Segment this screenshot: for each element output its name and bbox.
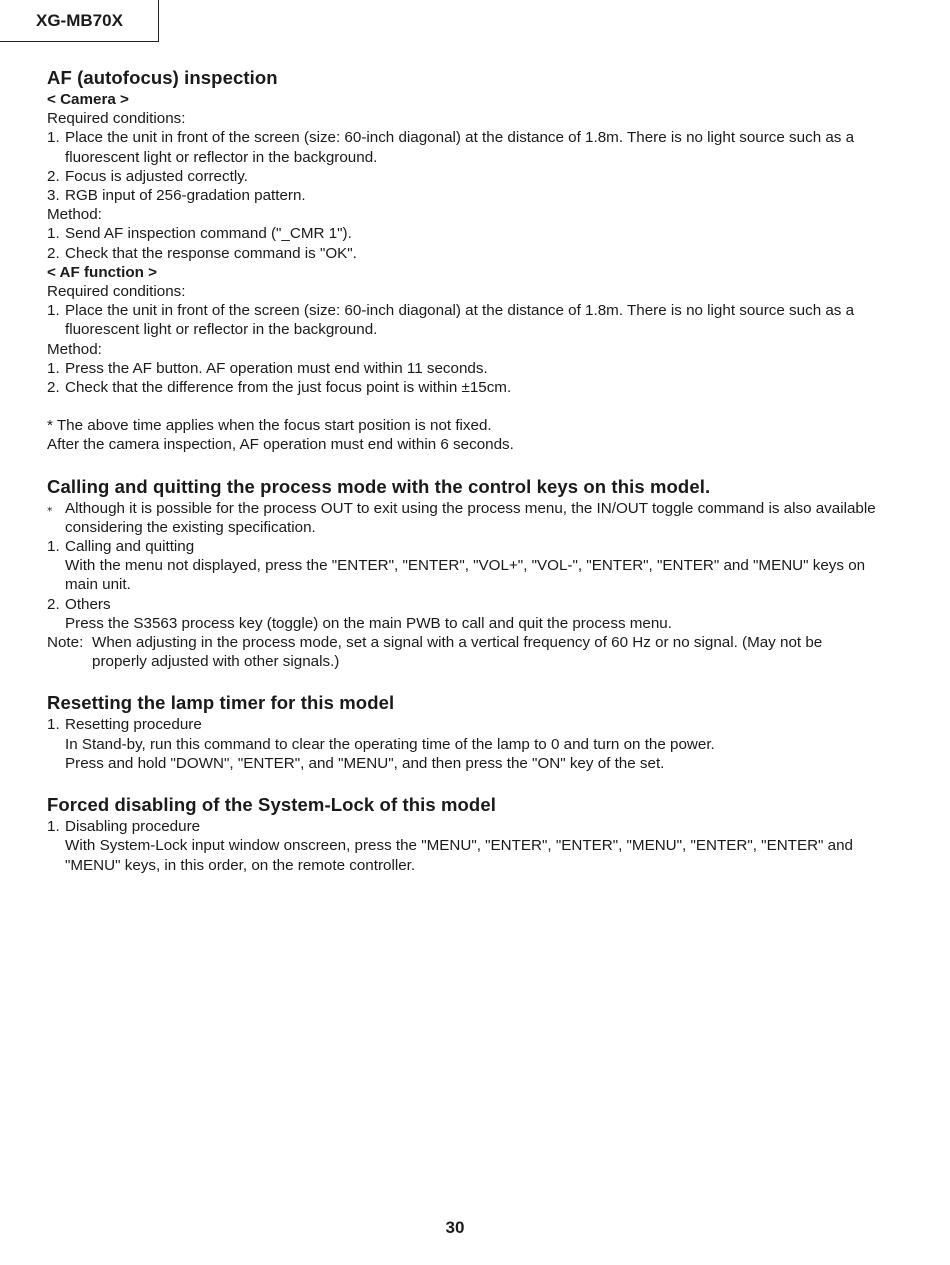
method-label: Method: (47, 206, 102, 224)
paragraph: In Stand-by, run this command to clear the operating time of the lamp to 0 and turn on the power. (65, 735, 715, 753)
paragraph: Press and hold "DOWN", "ENTER", and "MENU", and then press the "ON" key of the set. (65, 754, 665, 772)
list-item: 1. Press the AF button. AF operation must end within 11 seconds. (47, 359, 488, 377)
list-item: 3. RGB input of 256-gradation pattern. (47, 187, 306, 205)
list-item: 2. Check that the response command is "OK". (47, 244, 357, 262)
list-item: ⁎ Although it is possible for the process OUT to exit using the process menu, the IN/OUT toggle command is also available considering the existing specification. (47, 499, 876, 536)
af-section-title: AF (autofocus) inspection (47, 67, 278, 88)
footnote: After the camera inspection, AF operation must end within 6 seconds. (47, 436, 514, 454)
af-function-subtitle: < AF function > (47, 263, 157, 281)
model-label: XG-MB70X (0, 0, 159, 42)
page-number: 30 (445, 1218, 465, 1237)
list-item: 1. Disabling procedure (47, 818, 201, 836)
list-item: 1. Place the unit in front of the screen (size: 60-inch diagonal) at the distance of 1.8m. There is no light source such as a fluorescent light or reflector in the background. (47, 129, 855, 166)
lock-section-title: Forced disabling of the System-Lock of this model (47, 794, 496, 816)
list-item: 1. Place the unit in front of the screen (size: 60-inch diagonal) at the distance of 1.8m. There is no light source such as a fluorescent light or reflector in the background. (47, 302, 855, 339)
lamp-section-title: Resetting the lamp timer for this model (47, 692, 395, 714)
required-conditions-label: Required conditions: (47, 283, 186, 301)
list-item: 2. Focus is adjusted correctly. (47, 167, 248, 185)
calling-section-title: Calling and quitting the process mode with the control keys on this model. (47, 475, 711, 497)
list-item: 1. Send AF inspection command ("_CMR 1"). (47, 225, 352, 243)
list-item: 2. Check that the difference from the just focus point is within ±15cm. (47, 379, 512, 397)
note: Note: When adjusting in the process mode, set a signal with a vertical frequency of 60 Hz or no signal. (May not be properly adjusted with other signals.) (47, 634, 823, 671)
footnote: * The above time applies when the focus start position is not fixed. (47, 417, 492, 435)
paragraph: Press the S3563 process key (toggle) on the main PWB to call and quit the process menu. (65, 614, 672, 632)
camera-subtitle: < Camera > (47, 91, 129, 108)
list-item: 1. Resetting procedure (47, 716, 202, 734)
required-conditions-label: Required conditions: (47, 110, 186, 128)
paragraph: With System-Lock input window onscreen, press the "MENU", "ENTER", "ENTER", "MENU", "ENTER", "ENTER" and "MENU" keys, in this order, on the remote controller. (65, 837, 853, 874)
document-body (47, 66, 877, 875)
list-item: 2. Others (47, 595, 111, 613)
paragraph: With the menu not displayed, press the "ENTER", "ENTER", "VOL+", "VOL-", "ENTER", "ENTER" and "MENU" keys on main unit. (65, 557, 866, 594)
list-item: 1. Calling and quitting (47, 538, 195, 556)
method-label: Method: (47, 340, 102, 358)
bullet-icon: ⁎ (47, 501, 53, 514)
